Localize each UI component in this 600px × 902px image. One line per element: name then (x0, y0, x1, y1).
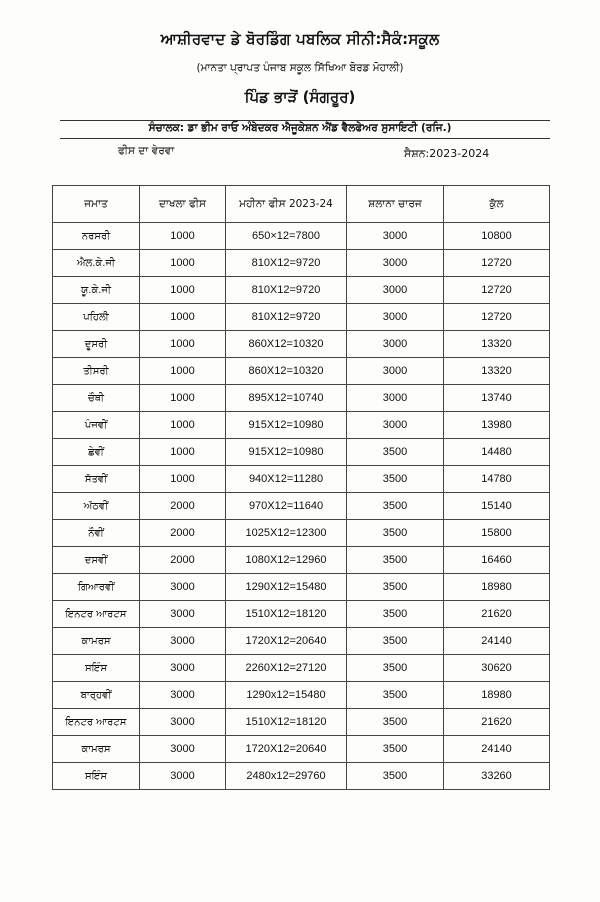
table-row (53, 493, 550, 520)
admission-fee-cell: 1000 (140, 331, 226, 358)
total-cell: 12720 (444, 250, 550, 277)
monthly-fee-cell: 1510X12=18120 (226, 709, 347, 736)
monthly-fee-cell: 940X12=11280 (226, 466, 347, 493)
table-row (53, 736, 550, 763)
monthly-fee-cell: 1510X12=18120 (226, 601, 347, 628)
class-cell: ਯੂ.ਕੇ.ਜੀ (53, 277, 140, 304)
total-cell: 13980 (444, 412, 550, 439)
table-row (53, 574, 550, 601)
header-annual-charge: ਸ਼ਲਾਨਾ ਚਾਰਜ (347, 186, 444, 223)
admission-fee-cell: 1000 (140, 277, 226, 304)
annual-charge-cell: 3500 (347, 682, 444, 709)
table-row (53, 628, 550, 655)
monthly-fee-cell: 860X12=10320 (226, 331, 347, 358)
table-row (53, 358, 550, 385)
class-cell: ਸਇੰਸ (53, 655, 140, 682)
table-row (53, 520, 550, 547)
class-cell: ਸਇੰਸ (53, 763, 140, 790)
header-class: ਜਮਾਤ (53, 186, 140, 223)
class-cell: ਨਰਸਰੀ (53, 223, 140, 250)
annual-charge-cell: 3000 (347, 385, 444, 412)
monthly-fee-cell: 915X12=10980 (226, 412, 347, 439)
annual-charge-cell: 3500 (347, 466, 444, 493)
annual-charge-cell: 3000 (347, 358, 444, 385)
class-cell: ਤੀਸਰੀ (53, 358, 140, 385)
monthly-fee-cell: 2260X12=27120 (226, 655, 347, 682)
admission-fee-cell: 2000 (140, 547, 226, 574)
total-cell: 14480 (444, 439, 550, 466)
total-cell: 12720 (444, 304, 550, 331)
table-row (53, 223, 550, 250)
fee-details-label: ਫੀਸ ਦਾ ਵੇਰਵਾ (118, 145, 175, 157)
class-cell: ਕਾਮਰਸ (53, 736, 140, 763)
monthly-fee-cell: 895X12=10740 (226, 385, 347, 412)
class-cell: ਅੱਠਵੀਂ (53, 493, 140, 520)
total-cell: 16460 (444, 547, 550, 574)
annual-charge-cell: 3000 (347, 412, 444, 439)
table-row (53, 601, 550, 628)
school-name: ਆਸ਼ੀਰਵਾਦ ਡੇ ਬੋਰਡਿੰਗ ਪਬਲਿਕ ਸੀਨੀ:ਸੈਕੰ:ਸਕੂਲ (160, 30, 440, 48)
admission-fee-cell: 3000 (140, 601, 226, 628)
class-cell: ਦਸਵੀਂ (53, 547, 140, 574)
table-row (53, 655, 550, 682)
monthly-fee-cell: 1720X12=20640 (226, 736, 347, 763)
admission-fee-cell: 1000 (140, 439, 226, 466)
monthly-fee-cell: 810X12=9720 (226, 277, 347, 304)
monthly-fee-cell: 1720X12=20640 (226, 628, 347, 655)
table-row (53, 709, 550, 736)
monthly-fee-cell: 1290x12=15480 (226, 682, 347, 709)
admission-fee-cell: 2000 (140, 520, 226, 547)
annual-charge-cell: 3500 (347, 763, 444, 790)
total-cell: 33260 (444, 763, 550, 790)
total-cell: 13320 (444, 331, 550, 358)
total-cell: 15140 (444, 493, 550, 520)
admission-fee-cell: 1000 (140, 304, 226, 331)
table-row (53, 439, 550, 466)
annual-charge-cell: 3500 (347, 439, 444, 466)
total-cell: 30620 (444, 655, 550, 682)
total-cell: 24140 (444, 628, 550, 655)
monthly-fee-cell: 1025X12=12300 (226, 520, 347, 547)
fee-table-body (53, 223, 550, 790)
annual-charge-cell: 3000 (347, 277, 444, 304)
table-row (53, 682, 550, 709)
monthly-fee-cell: 1290X12=15480 (226, 574, 347, 601)
class-cell: ਗਿਆਰਵੀਂ (53, 574, 140, 601)
total-cell: 14780 (444, 466, 550, 493)
board-affiliation: (ਮਾਨਤਾ ਪ੍ਰਾਪਤ ਪੰਜਾਬ ਸਕੂਲ ਸਿੱਖਿਆ ਬੋਰਡ ਮੋਹਾਲੀ) (196, 62, 404, 74)
annual-charge-cell: 3000 (347, 250, 444, 277)
total-cell: 21620 (444, 601, 550, 628)
monthly-fee-cell: 970X12=11640 (226, 493, 347, 520)
total-cell: 24140 (444, 736, 550, 763)
total-cell: 21620 (444, 709, 550, 736)
admission-fee-cell: 1000 (140, 385, 226, 412)
table-row (53, 250, 550, 277)
monthly-fee-cell: 860X12=10320 (226, 358, 347, 385)
annual-charge-cell: 3500 (347, 628, 444, 655)
divider-bottom (60, 138, 550, 139)
admission-fee-cell: 3000 (140, 736, 226, 763)
annual-charge-cell: 3000 (347, 223, 444, 250)
table-row (53, 763, 550, 790)
table-row (53, 412, 550, 439)
annual-charge-cell: 3500 (347, 493, 444, 520)
admission-fee-cell: 1000 (140, 412, 226, 439)
village-location: ਪਿੰਡ ਭਾੜੋਂ (ਸੰਗਰੂਰ) (244, 88, 356, 106)
class-cell: ਚੌਥੀ (53, 385, 140, 412)
annual-charge-cell: 3500 (347, 601, 444, 628)
monthly-fee-cell: 810X12=9720 (226, 304, 347, 331)
admission-fee-cell: 1000 (140, 466, 226, 493)
admission-fee-cell: 3000 (140, 682, 226, 709)
header-admission-fee: ਦਾਖਲਾ ਫੀਸ (140, 186, 226, 223)
class-cell: ਨੌਵੀਂ (53, 520, 140, 547)
admission-fee-cell: 3000 (140, 763, 226, 790)
monthly-fee-cell: 810X12=9720 (226, 250, 347, 277)
class-cell: ਸੱਤਵੀਂ (53, 466, 140, 493)
annual-charge-cell: 3000 (347, 304, 444, 331)
total-cell: 13740 (444, 385, 550, 412)
annual-charge-cell: 3500 (347, 547, 444, 574)
admission-fee-cell: 3000 (140, 574, 226, 601)
class-cell: ਐਲ.ਕੇ.ਜੀ (53, 250, 140, 277)
total-cell: 12720 (444, 277, 550, 304)
divider-top (60, 120, 550, 121)
admission-fee-cell: 1000 (140, 250, 226, 277)
monthly-fee-cell: 2480x12=29760 (226, 763, 347, 790)
table-header-row (53, 186, 550, 223)
annual-charge-cell: 3500 (347, 655, 444, 682)
managing-society: ਸੰਚਾਲਕ: ਡਾ ਭੀਮ ਰਾਓ ਅੰਬੇਦਕਰ ਐਜੂਕੇਸ਼ਨ ਐਂਡ ਵੈਲਫੇਅਰ ਸੁਸਾਇਟੀ (ਰਜਿ.) (148, 122, 452, 134)
monthly-fee-cell: 915X12=10980 (226, 439, 347, 466)
total-cell: 18980 (444, 682, 550, 709)
header-total: ਕੁੱਲ (444, 186, 550, 223)
class-cell: ਕਾਮਰਸ (53, 628, 140, 655)
admission-fee-cell: 1000 (140, 223, 226, 250)
admission-fee-cell: 2000 (140, 493, 226, 520)
annual-charge-cell: 3000 (347, 331, 444, 358)
admission-fee-cell: 3000 (140, 709, 226, 736)
header-monthly-fee: ਮਹੀਨਾ ਫੀਸ 2023-24 (226, 186, 347, 223)
annual-charge-cell: 3500 (347, 709, 444, 736)
monthly-fee-cell: 1080X12=12960 (226, 547, 347, 574)
class-cell: ਛੇਵੀਂ (53, 439, 140, 466)
monthly-fee-cell: 650×12=7800 (226, 223, 347, 250)
session-label: ਸੈਸ਼ਨ:2023-2024 (404, 147, 490, 160)
class-cell: ਦੂਸਰੀ (53, 331, 140, 358)
annual-charge-cell: 3500 (347, 574, 444, 601)
admission-fee-cell: 1000 (140, 358, 226, 385)
table-row (53, 466, 550, 493)
class-cell: ਬਾਰ੍ਹਵੀਂ (53, 682, 140, 709)
table-row (53, 331, 550, 358)
annual-charge-cell: 3500 (347, 736, 444, 763)
class-cell: ਇਨਟਰ ਆਰਟਸ (53, 601, 140, 628)
annual-charge-cell: 3500 (347, 520, 444, 547)
table-row (53, 385, 550, 412)
total-cell: 13320 (444, 358, 550, 385)
total-cell: 15800 (444, 520, 550, 547)
table-row (53, 277, 550, 304)
admission-fee-cell: 3000 (140, 655, 226, 682)
total-cell: 18980 (444, 574, 550, 601)
table-row (53, 304, 550, 331)
admission-fee-cell: 3000 (140, 628, 226, 655)
fee-table (52, 185, 550, 790)
total-cell: 10800 (444, 223, 550, 250)
table-row (53, 547, 550, 574)
class-cell: ਇਨਟਰ ਆਰਟਸ (53, 709, 140, 736)
class-cell: ਪੰਜਵੀਂ (53, 412, 140, 439)
class-cell: ਪਹਿਲੀ (53, 304, 140, 331)
